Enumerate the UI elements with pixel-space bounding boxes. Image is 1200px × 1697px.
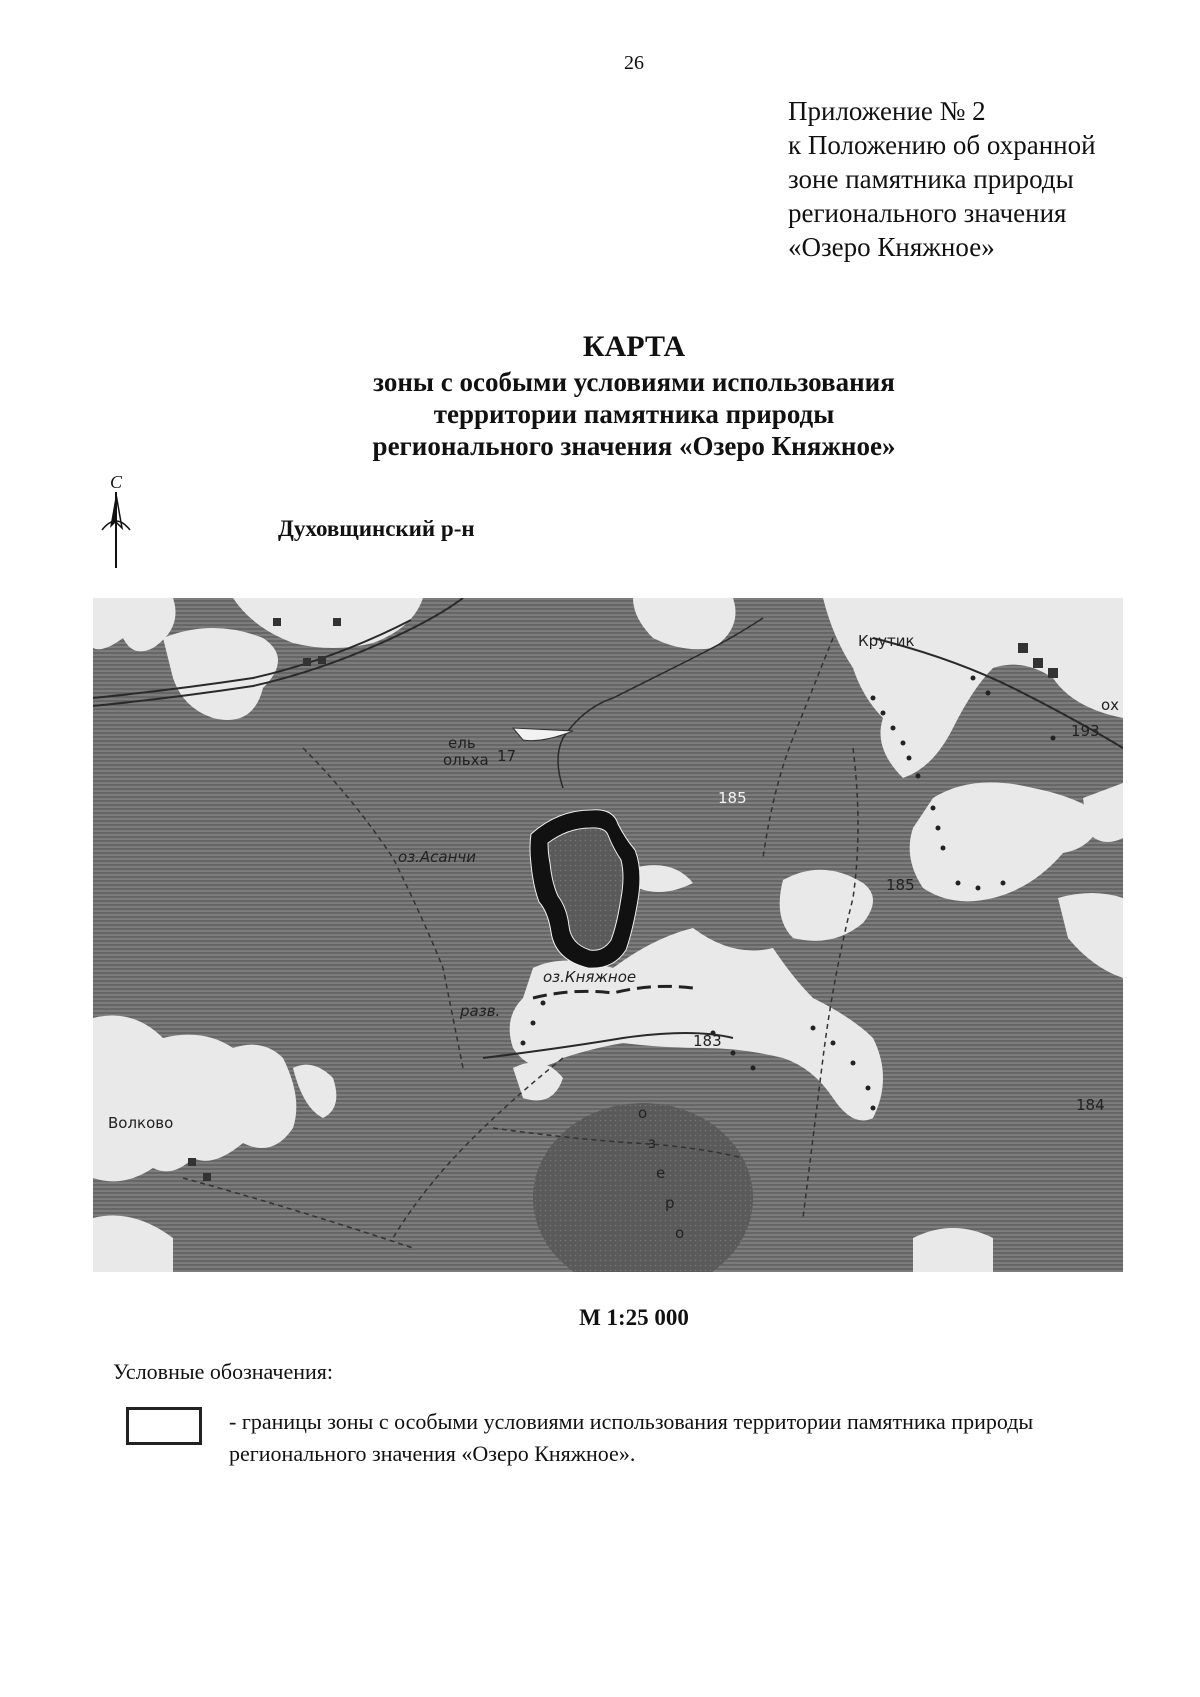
map-label-elevation: 183 [693,1032,722,1050]
title-line: территории памятника природы [433,399,835,429]
map-label-ozero: е [656,1164,666,1182]
map-label-ozero: о [638,1104,648,1122]
map-label-el-olkha-num: 17 [497,747,517,765]
map-scale: М 1:25 000 [579,1305,689,1330]
topographic-map [93,598,1123,1272]
map-label-volkovo: Волково [108,1114,174,1132]
appendix-line: регионального значения [788,198,1067,228]
appendix-line: «Озеро Княжное» [788,232,995,262]
map-label-elevation: 184 [1076,1096,1105,1114]
appendix-line: зоне памятника природы [788,164,1074,194]
page-number: 26 [624,52,644,74]
map-label-ozero: з [648,1134,656,1152]
map-label-olkha: ольха [443,751,489,769]
north-arrow-icon [96,472,136,572]
title-line: регионального значения «Озеро Княжное» [372,431,896,461]
map-label-oz-knyazhnoe: оз.Княжное [543,968,637,986]
map-label-elevation: 185 [718,789,747,807]
map-label-el: ель [448,734,476,752]
map-label-razv: разв. [460,1002,501,1020]
appendix-line: к Положению об охранной [788,130,1096,160]
map-label-krutik: Крутик [858,632,915,650]
legend-boundary-symbol [126,1407,202,1445]
appendix-line: Приложение № 2 [788,96,986,126]
map-label-elevation: 193 [1071,722,1100,740]
legend-title: Условные обозначения: [113,1359,334,1384]
map-label-ozero: р [665,1194,675,1212]
map-label-ohr: ох [1101,696,1120,714]
district-label: Духовщинский р-н [278,516,475,541]
map-label-ozero: о [675,1224,685,1242]
title-line: КАРТА [582,330,686,363]
map-label-oz-asanchi: оз.Асанчи [398,848,477,866]
appendix-reference [788,94,1188,264]
title-line: зоны с особыми условиями использования [373,367,895,397]
document-title [0,328,1200,462]
legend-item-text: - границы зоны с особыми условиями использования территории памятника природы регионального значения «Озеро Княжное». [229,1409,1034,1466]
map-label-elevation: 185 [886,876,915,894]
north-letter: С [110,472,123,492]
